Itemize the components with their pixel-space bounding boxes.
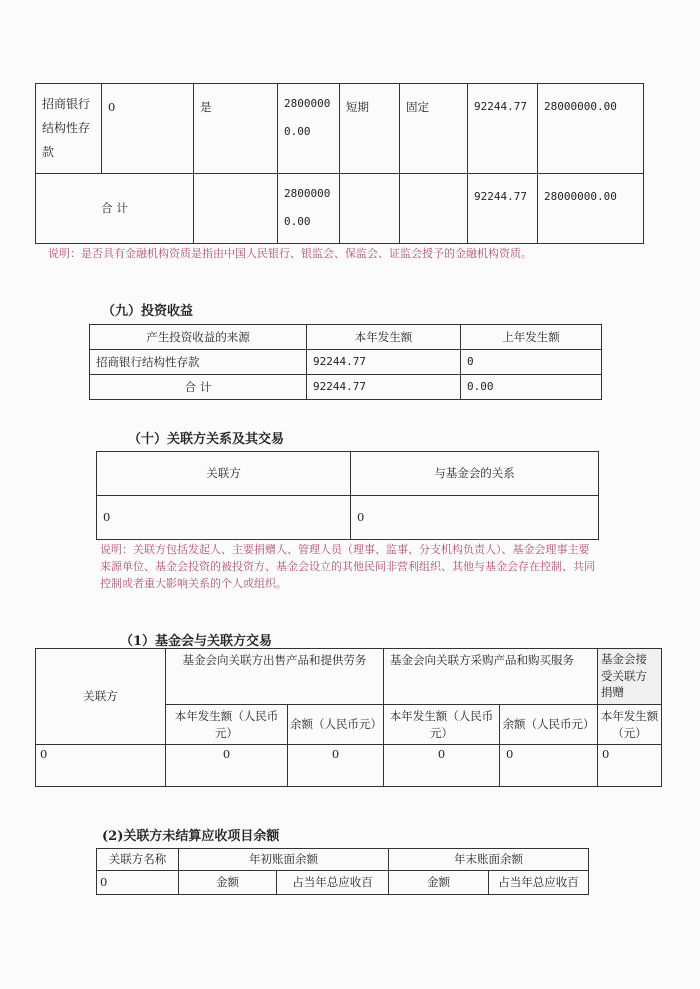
investment-income-table [89, 324, 602, 400]
total-label-cell: 合 计 [36, 174, 194, 244]
column-header: 基金会接受关联方捐赠 [598, 649, 662, 705]
deposit-table [35, 83, 644, 244]
table-cell: 0 [461, 350, 602, 375]
balance-cell: 28000000.00 [538, 174, 644, 244]
type-cell: 固定 [400, 84, 468, 174]
column-header: 金额 [389, 871, 489, 895]
income-cell: 92244.77 [468, 84, 538, 174]
table-cell: 0 [166, 745, 288, 787]
table-header-row [97, 849, 589, 871]
table-cell: 0.00 [461, 375, 602, 400]
term-cell: 短期 [340, 84, 400, 174]
table-cell: 0 [384, 745, 500, 787]
column-header: 本年发生额 [307, 325, 461, 350]
column-header: 关联方 [36, 649, 166, 745]
column-header: 余额（人民币元） [500, 705, 598, 745]
table-row [90, 350, 602, 375]
column-header: 本年发生额（元） [598, 705, 662, 745]
table-cell: 0 [97, 496, 351, 540]
table-cell: 0 [97, 871, 179, 895]
table-cell: 招商银行结构性存款 [90, 350, 307, 375]
section-title-receivables: (2)关联方未结算应收项目余额 [102, 829, 280, 844]
column-header: 与基金会的关系 [351, 452, 599, 496]
table-cell [194, 174, 278, 244]
column-header: 产生投资收益的来源 [90, 325, 307, 350]
table-row [90, 375, 602, 400]
related-party-table [96, 451, 599, 540]
section-title-investment: （九）投资收益 [102, 304, 194, 319]
column-header: 本年发生额（人民币元） [384, 705, 500, 745]
table-cell: 0 [598, 745, 662, 787]
balance-cell: 28000000.00 [538, 84, 644, 174]
section-title-transactions: （1）基金会与关联方交易 [120, 634, 273, 649]
column-header: 余额（人民币元） [288, 705, 384, 745]
table-cell: 0 [351, 496, 599, 540]
column-header: 上年发生额 [461, 325, 602, 350]
table-row [36, 174, 644, 244]
column-header: 年初账面余额 [179, 849, 389, 871]
column-header: 基金会向关联方采购产品和购买服务 [384, 649, 598, 705]
section-title-related-party: （十）关联方关系及其交易 [128, 432, 285, 447]
column-header: 占当年总应收百 [489, 871, 589, 895]
note-qualification: 说明：是否具有金融机构资质是指由中国人民银行、银监会、保监会、证监会授予的金融机构资质。 [48, 247, 532, 260]
column-header: 关联方 [97, 452, 351, 496]
table-cell: 合 计 [90, 375, 307, 400]
table-header-row [97, 452, 599, 496]
column-header: 基金会向关联方出售产品和提供劳务 [166, 649, 384, 705]
income-cell: 92244.77 [468, 174, 538, 244]
table-row [97, 496, 599, 540]
table-cell: 是 [194, 84, 278, 174]
amount-cell: 28000000.00 [278, 174, 340, 244]
table-cell: 0 [102, 84, 194, 174]
table-cell: 0 [36, 745, 166, 787]
transactions-table [35, 648, 662, 787]
table-cell: 0 [500, 745, 598, 787]
column-header: 占当年总应收百 [277, 871, 389, 895]
table-cell: 92244.77 [307, 375, 461, 400]
note-related-party: 说明：关联方包括发起人、主要捐赠人、管理人员（理事、监事、分支机构负责人）、基金会理事主要来源单位、基金会投资的被投资方、基金会设立的其他民间非营利组织、其他与基金会存在控制、共同控制或者重大影响关系的个人或组织。 [100, 543, 595, 590]
table-cell [400, 174, 468, 244]
column-header: 金额 [179, 871, 277, 895]
product-name-cell: 招商银行结构性存款 [36, 84, 102, 174]
column-header: 年末账面余额 [389, 849, 589, 871]
receivables-table [96, 848, 589, 895]
table-header-row [90, 325, 602, 350]
table-row [36, 745, 662, 787]
column-header: 关联方名称 [97, 849, 179, 871]
table-row [36, 84, 644, 174]
table-cell [340, 174, 400, 244]
amount-cell: 28000000.00 [278, 84, 340, 174]
column-header: 本年发生额（人民币元） [166, 705, 288, 745]
table-cell: 92244.77 [307, 350, 461, 375]
table-cell: 0 [288, 745, 384, 787]
table-row [97, 871, 589, 895]
table-header-row [36, 649, 662, 705]
